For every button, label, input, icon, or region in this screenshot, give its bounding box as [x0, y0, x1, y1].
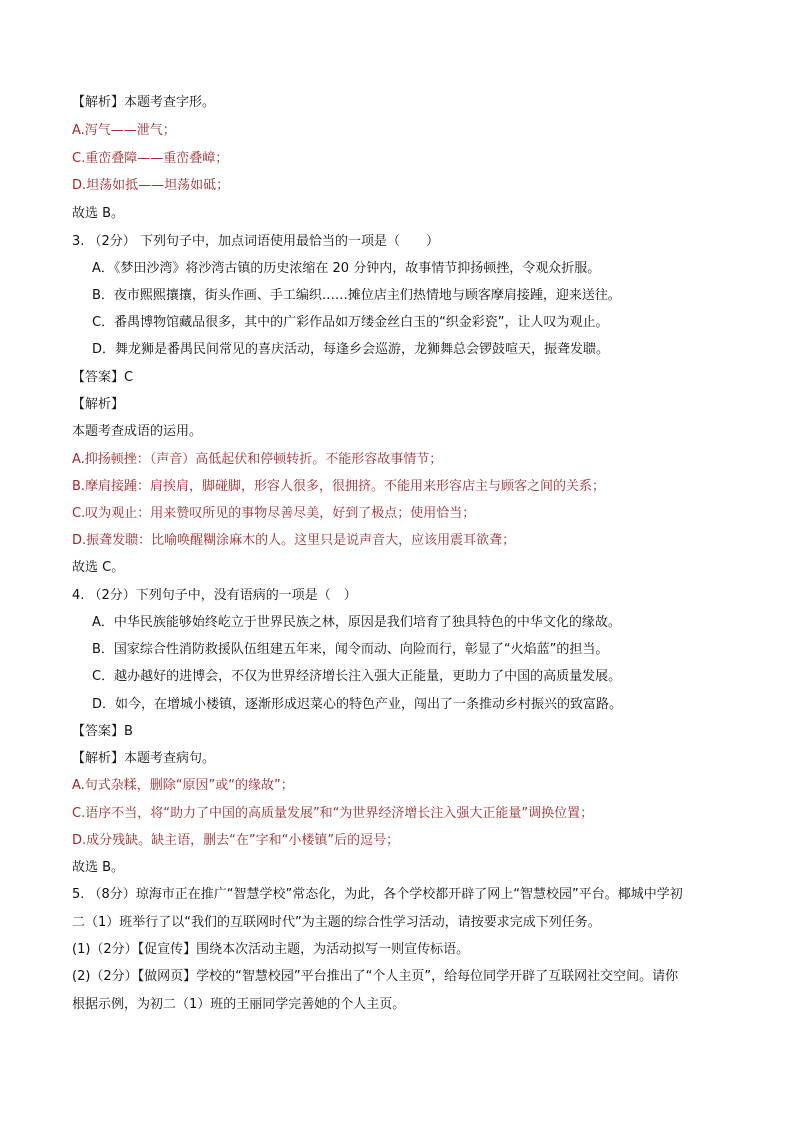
analysis-item: C.重峦叠障——重峦叠嶂；: [72, 151, 229, 166]
question-option: A．《梦田沙湾》将沙湾古镇的历史浓缩在 20 分钟内，故事情节抑扬顿挫，令观众折服。: [92, 261, 601, 276]
analysis-item: C.语序不当，将“助力了中国的高质量发展”和“为世界经济增长注入强大正能量”调换位置；: [72, 806, 594, 821]
conclusion: 故选 B。: [72, 860, 125, 875]
analysis-heading: 【解析】本题考查病句。: [72, 751, 216, 766]
conclusion: 故选 B。: [72, 206, 125, 221]
analysis-heading: 【解析】本题考查字形。: [72, 95, 216, 110]
analysis-item: C.叹为观止：用来赞叹所见的事物尽善尽美，好到了极点；使用恰当；: [72, 506, 476, 521]
answer: 【答案】B: [72, 724, 133, 739]
answer: 【答案】C: [72, 370, 134, 385]
question-option: D．舞龙狮是番禺民间常见的喜庆活动，每逢乡会巡游，龙狮舞总会锣鼓喧天，振聋发聩。: [92, 342, 610, 357]
question-option: A．中华民族能够始终屹立于世界民族之林，原因是我们培育了独具特色的中华文化的缘故。: [92, 615, 621, 630]
analysis-intro: 本题考查成语的运用。: [72, 424, 203, 439]
question-stem: 4. （2分）下列句子中，没有语病的一项是（ ）: [72, 588, 357, 603]
question-option: B．国家综合性消防救援队伍组建五年来，闻令而动、向险而行，彰显了“火焰蓝”的担当。: [92, 642, 609, 657]
question-option: C．越办越好的进博会，不仅为世界经济增长注入强大正能量，更助力了中国的高质量发展。: [92, 669, 622, 684]
analysis-item: D.坦荡如抵——坦荡如砥；: [72, 178, 230, 193]
analysis-heading: 【解析】: [72, 397, 125, 412]
analysis-item: A.抑扬顿挫：（声音）高低起伏和停顿转折。不能形容故事情节；: [72, 452, 443, 467]
question-option: C．番禺博物馆藏品很多，其中的广彩作品如万缕金丝白玉的“织金彩瓷”，让人叹为观止。: [92, 315, 609, 330]
analysis-item: A.泻气——泄气；: [72, 123, 176, 138]
question-stem: 5. （8分）琼海市正在推广“智慧学校”常态化，为此，各个学校都开辟了网上“智慧校园”平台。椰城中学初: [72, 887, 683, 902]
analysis-item: D.振聋发聩：比喻唤醒糊涂麻木的人。这里只是说声音大，应该用震耳欲聋；: [72, 533, 516, 548]
question-stem-continued: 二（1）班举行了以“我们的互联网时代”为主题的综合性学习活动，请按要求完成下列任务。: [72, 915, 601, 930]
sub-question-continued: 根据示例，为初二（1）班的王丽同学完善她的个人主页。: [72, 997, 406, 1012]
analysis-item: D.成分残缺。缺主语，删去“在”字和“小楼镇”后的逗号；: [72, 833, 400, 848]
question-option: B．夜市熙熙攘攘，街头作画、手工编织……摊位店主们热情地与顾客摩肩接踵，迎来送往。: [92, 288, 621, 303]
analysis-item: B.摩肩接踵：肩挨肩，脚碰脚，形容人很多，很拥挤。不能用来形容店主与顾客之间的关系；: [72, 479, 606, 494]
conclusion: 故选 C。: [72, 560, 125, 575]
sub-question: (1)（2分）【促宣传】围绕本次活动主题，为活动拟写一则宣传标语。: [72, 942, 470, 957]
analysis-item: A.句式杂糅，删除“原因”或“的缘故”；: [72, 778, 294, 793]
sub-question: (2)（2分）【做网页】学校的“智慧校园”平台推出了“个人主页”，给每位同学开辟了互联网社交空间。请你: [72, 969, 679, 984]
question-stem: 3. （2分） 下列句子中，加点词语使用最恰当的一项是（ ）: [72, 234, 439, 249]
question-option: D．如今，在增城小楼镇，逐渐形成迟菜心的特色产业，闯出了一条推动乡村振兴的致富路。: [92, 697, 623, 712]
